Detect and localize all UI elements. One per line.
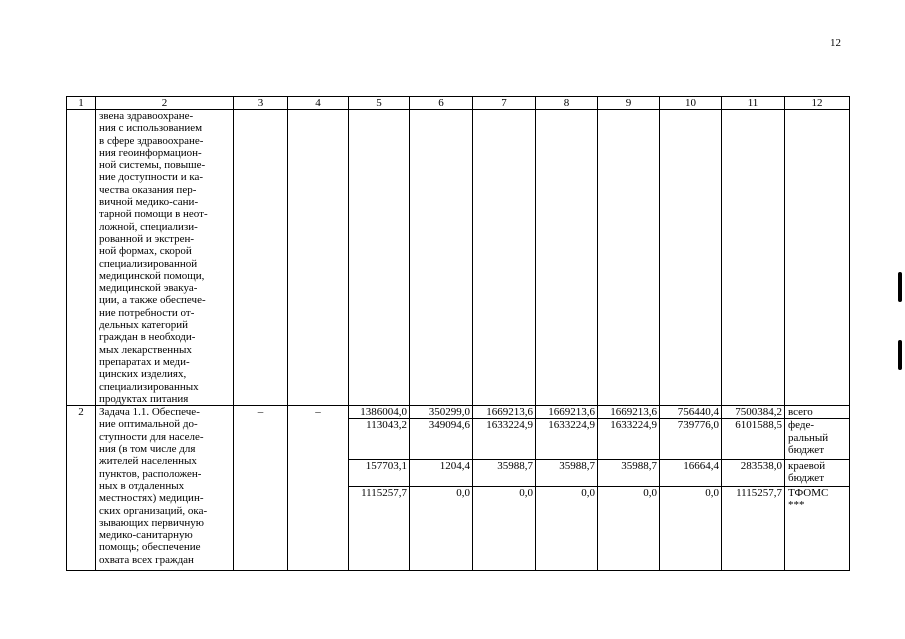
- funding-source-line: бюджет: [788, 472, 824, 485]
- header-col-12: 12: [785, 97, 850, 110]
- task-description-line: охвата всех граждан: [99, 553, 194, 566]
- funding-source-line: бюджет: [788, 444, 824, 457]
- funding-federal-col11: 6101588,5: [722, 419, 785, 459]
- funding-federal-col8: 1633224,9: [536, 419, 598, 459]
- continued-description-line: медицинской помощи,: [99, 269, 205, 282]
- funding-regional-col6: 1204,4: [410, 459, 473, 486]
- funding-tfoms-col11: 1115257,7: [722, 487, 785, 571]
- funding-tfoms-col5: 1115257,7: [349, 487, 410, 571]
- continued-description-line: ния с использованием: [99, 122, 203, 135]
- task-description-line: помощь; обеспечение: [99, 541, 201, 554]
- task-description: [96, 406, 234, 571]
- task-description-line: ских организаций, ока-: [99, 504, 208, 517]
- funding-source-line: феде-: [788, 419, 815, 432]
- continued-description-line: специализированной: [99, 257, 198, 270]
- continued-description-line: в сфере здравоохране-: [99, 134, 204, 147]
- funding-total-col6: 350299,0: [410, 406, 473, 419]
- header-col-10: 10: [660, 97, 722, 110]
- funding-total-col11: 7500384,2: [722, 406, 785, 419]
- header-col-3: 3: [234, 97, 288, 110]
- task-description-line: медико-санитарную: [99, 529, 193, 542]
- header-col-1: 1: [67, 97, 96, 110]
- funding-total-col10: 756440,4: [660, 406, 722, 419]
- scan-edge-mark: [898, 272, 902, 302]
- funding-tfoms-col6: 0,0: [410, 487, 473, 571]
- funding-regional-col5: 157703,1: [349, 459, 410, 486]
- funding-source-line: ральный: [788, 431, 829, 444]
- continued-description-line: дельных категорий: [99, 319, 188, 332]
- funding-regional-col9: 35988,7: [598, 459, 660, 486]
- continued-description-line: звена здравоохране-: [99, 110, 194, 122]
- funding-tfoms-col9: 0,0: [598, 487, 660, 571]
- task-description-line: Задача 1.1. Обеспече-: [99, 406, 200, 419]
- funding-source-total: [785, 406, 850, 419]
- task-description-line: ступности для населе-: [99, 430, 204, 443]
- col4-value: –: [288, 406, 349, 571]
- funding-source-line: всего: [788, 406, 813, 419]
- header-col-9: 9: [598, 97, 660, 110]
- header-row: [67, 97, 850, 110]
- continued-description-line: продуктах питания: [99, 392, 189, 405]
- funding-total-col8: 1669213,6: [536, 406, 598, 419]
- task-description-line: пунктов, расположен-: [99, 467, 202, 480]
- continued-description-line: мых лекарственных: [99, 343, 192, 356]
- continued-description-line: ния геоинформацион-: [99, 146, 202, 159]
- continued-description: [96, 110, 234, 406]
- header-col-11: 11: [722, 97, 785, 110]
- funding-source-line: ТФОМС ***: [788, 487, 829, 512]
- task-description-line: зывающих первичную: [99, 516, 204, 529]
- continued-description-line: вичной медико-сани-: [99, 196, 199, 209]
- funding-source-regional: [785, 459, 850, 486]
- continued-description-line: препаратах и меди-: [99, 355, 190, 368]
- continued-description-line: ции, а также обеспече-: [99, 294, 206, 307]
- header-col-2: 2: [96, 97, 234, 110]
- continued-description-line: ной формах, скорой: [99, 245, 192, 258]
- task-description-line: ние оптимальной до-: [99, 418, 198, 431]
- funding-tfoms-col10: 0,0: [660, 487, 722, 571]
- funding-federal-col7: 1633224,9: [473, 419, 536, 459]
- funding-federal-col6: 349094,6: [410, 419, 473, 459]
- continued-row: [67, 110, 850, 406]
- funding-regional-col7: 35988,7: [473, 459, 536, 486]
- continued-description-line: медицинской эвакуа-: [99, 282, 198, 295]
- funding-regional-col8: 35988,7: [536, 459, 598, 486]
- funding-federal-col5: 113043,2: [349, 419, 410, 459]
- funding-tfoms-col8: 0,0: [536, 487, 598, 571]
- header-col-7: 7: [473, 97, 536, 110]
- continued-description-line: чества оказания пер-: [99, 183, 197, 196]
- table-row: [67, 406, 850, 419]
- task-description-line: жителей населенных: [99, 455, 197, 468]
- funding-total-col7: 1669213,6: [473, 406, 536, 419]
- continued-description-line: ложной, специализи-: [99, 220, 198, 233]
- task-description-line: местностях) медицин-: [99, 492, 204, 505]
- row-number: 2: [67, 406, 96, 571]
- continued-description-line: цинских изделиях,: [99, 368, 187, 381]
- continued-description-line: ние потребности от-: [99, 306, 195, 319]
- header-col-8: 8: [536, 97, 598, 110]
- col3-value: –: [234, 406, 288, 571]
- continued-description-line: тарной помощи в неот-: [99, 208, 208, 221]
- funding-federal-col10: 739776,0: [660, 419, 722, 459]
- header-col-6: 6: [410, 97, 473, 110]
- funding-total-col9: 1669213,6: [598, 406, 660, 419]
- page-number: 12: [830, 37, 841, 49]
- continued-description-line: специализированных: [99, 380, 199, 393]
- funding-regional-col11: 283538,0: [722, 459, 785, 486]
- funding-tfoms-col7: 0,0: [473, 487, 536, 571]
- continued-description-line: рованной и экстрен-: [99, 232, 195, 245]
- scan-edge-mark: [898, 340, 902, 370]
- funding-regional-col10: 16664,4: [660, 459, 722, 486]
- funding-source-tfoms: [785, 487, 850, 571]
- funding-federal-col9: 1633224,9: [598, 419, 660, 459]
- task-description-line: ния (в том числе для: [99, 443, 196, 456]
- header-col-4: 4: [288, 97, 349, 110]
- funding-total-col5: 1386004,0: [349, 406, 410, 419]
- program-table: [66, 96, 850, 571]
- continued-description-line: ние доступности и ка-: [99, 171, 204, 184]
- task-description-line: ных в отдаленных: [99, 479, 185, 492]
- header-col-5: 5: [349, 97, 410, 110]
- funding-source-line: краевой: [788, 459, 826, 472]
- continued-description-line: ной системы, повыше-: [99, 159, 206, 172]
- continued-description-line: граждан в необходи-: [99, 331, 196, 344]
- funding-source-federal: [785, 419, 850, 459]
